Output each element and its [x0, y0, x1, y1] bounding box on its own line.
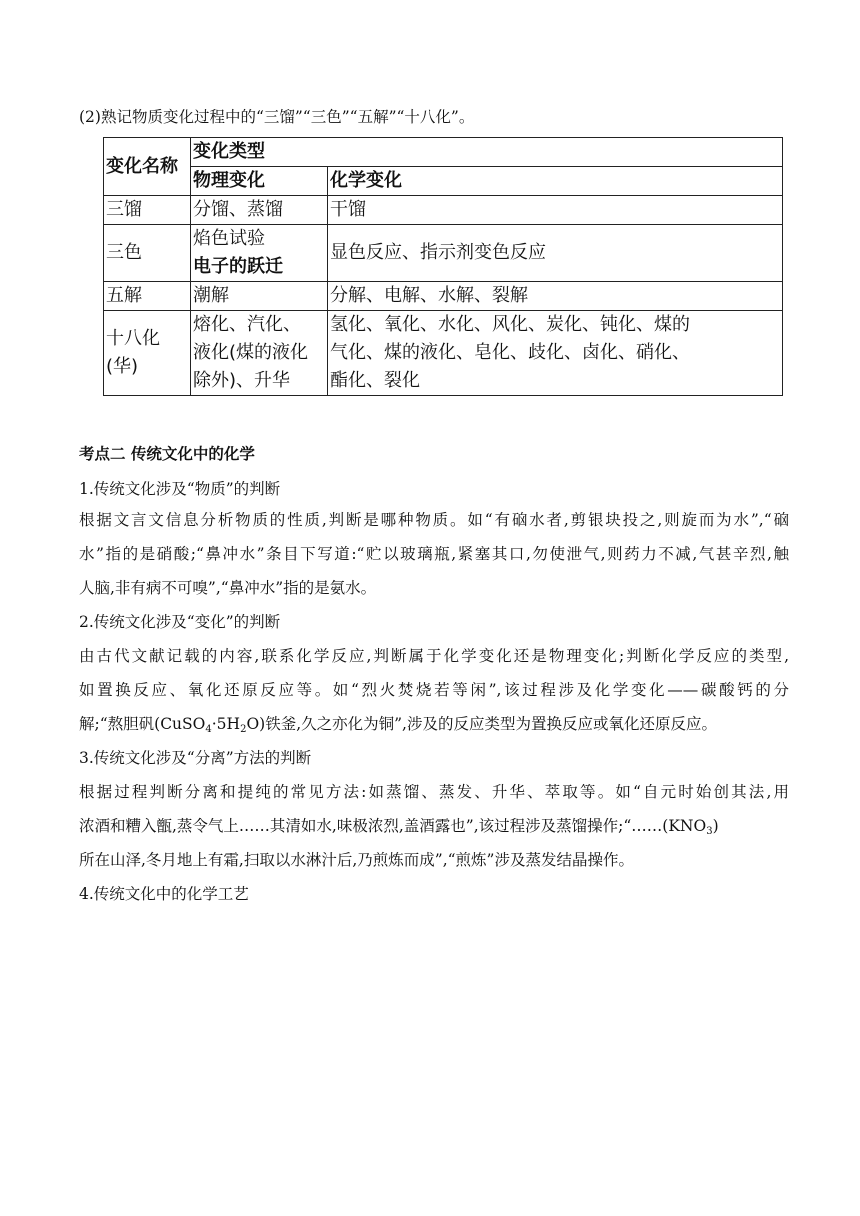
table-row: [104, 311, 783, 396]
header-chemical-change: 化学变化: [328, 167, 783, 196]
row-name-cell: [104, 282, 191, 311]
row-chemical-cell: [328, 225, 783, 282]
row-name-cell: [104, 225, 191, 282]
cell-line: 分解、电解、水解、裂解: [330, 285, 528, 306]
row-name-cell: [104, 311, 191, 396]
subsection-4-title: 4.传统文化中的化学工艺: [79, 885, 249, 903]
cell-line: 潮解: [193, 285, 229, 306]
cell-line: (华): [106, 356, 139, 377]
section-title: 考点二 传统文化中的化学: [79, 445, 255, 463]
subsection-3-title: 3.传统文化涉及“分离”方法的判断: [79, 749, 312, 767]
subsection-2-title: 2.传统文化涉及“变化”的判断: [79, 613, 281, 631]
paragraph-line: 如置换反应、氧化还原反应等。如“烈火焚烧若等闲”,该过程涉及化学变化——碳酸钙的分: [79, 681, 789, 699]
text-run: O)铁釜,久之亦化为铜”,涉及的反应类型为置换反应或氧化还原反应。: [246, 715, 717, 733]
row-chemical-cell: [328, 311, 783, 396]
cell-line: 三色: [106, 242, 142, 263]
table-row: [104, 282, 783, 311]
cell-line: 酯化、裂化: [330, 370, 420, 391]
cell-line: 液化(煤的液化: [193, 342, 309, 363]
cell-line: 熔化、汽化、: [193, 314, 301, 335]
text-run: 浓酒和糟入甑,蒸令气上……其清如水,味极浓烈,盖酒露也”,该过程涉及蒸馏操作;“……(KNO: [79, 817, 707, 835]
row-name-cell: [104, 196, 191, 225]
cell-line: 十八化: [106, 328, 160, 349]
text-run: ·5H: [211, 715, 241, 733]
cell-line: 气化、煤的液化、皂化、歧化、卤化、硝化、: [330, 342, 690, 363]
row-physical-cell: [191, 311, 328, 396]
header-change-name: 变化名称: [104, 138, 191, 196]
paragraph-line: 由古代文献记载的内容,联系化学反应,判断属于化学变化还是物理变化;判断化学反应的类型,: [79, 647, 789, 665]
paragraph-line: 水”指的是硝酸;“鼻冲水”条目下写道:“贮以玻璃瓶,紧塞其口,勿使泄气,则药力不减,气甚辛烈,触: [79, 545, 789, 563]
subscript: 4: [205, 724, 212, 735]
table-row: [104, 196, 783, 225]
change-type-table: [103, 137, 783, 396]
row-physical-cell: [191, 282, 328, 311]
row-physical-cell: [191, 196, 328, 225]
cell-line: 三馏: [106, 199, 142, 220]
intro-text: (2)熟记物质变化过程中的“三馏”“三色”“五解”“十八化”。: [79, 108, 475, 126]
paragraph-line: 根据过程判断分离和提纯的常见方法:如蒸馏、蒸发、升华、萃取等。如“自元时始创其法,用: [79, 783, 789, 801]
paragraph-line: [79, 815, 789, 837]
paragraph-line: [79, 713, 789, 735]
cell-line: 除外)、升华: [193, 370, 291, 391]
cell-line: 干馏: [330, 199, 366, 220]
table-subheader-row: [104, 167, 783, 196]
paragraph-line: 所在山泽,冬月地上有霜,扫取以水淋汁后,乃煎炼而成”,“煎炼”涉及蒸发结晶操作。: [79, 851, 634, 869]
cell-line: 氢化、氧化、水化、风化、炭化、钝化、煤的: [330, 314, 690, 335]
table-row: [104, 225, 783, 282]
cell-line: 五解: [106, 285, 142, 306]
subsection-1-title: 1.传统文化涉及“物质”的判断: [79, 480, 281, 498]
header-change-type: 变化类型: [191, 138, 783, 167]
text-run: ): [712, 817, 719, 835]
subscript: 2: [240, 724, 247, 735]
paragraph-line: 人脑,非有病不可嗅”,“鼻冲水”指的是氨水。: [79, 579, 377, 597]
row-chemical-cell: [328, 282, 783, 311]
cell-line: 分馏、蒸馏: [193, 199, 283, 220]
paragraph-line: 根据文言文信息分析物质的性质,判断是哪种物质。如“有硇水者,剪银块投之,则旋而为水”,“硇: [79, 511, 789, 529]
cell-line: 显色反应、指示剂变色反应: [330, 242, 546, 263]
subscript: 3: [706, 826, 713, 837]
header-physical-change: 物理变化: [191, 167, 328, 196]
cell-line: 电子的跃迁: [193, 256, 283, 277]
text-run: 解;“熬胆矾(CuSO: [79, 715, 206, 733]
row-physical-cell: [191, 225, 328, 282]
table-header-row: [104, 138, 783, 167]
row-chemical-cell: [328, 196, 783, 225]
cell-line: 焰色试验: [193, 228, 265, 249]
